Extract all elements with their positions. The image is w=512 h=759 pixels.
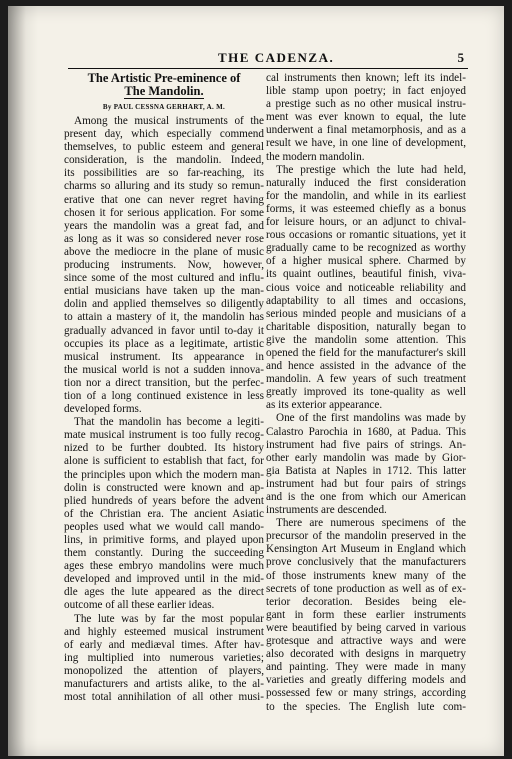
text-line: of those instruments knew many of the <box>266 569 466 582</box>
text-line: of early and mediæval times. After hav- <box>64 638 264 651</box>
text-line: That the mandolin has become a legiti- <box>74 416 264 429</box>
text-line: also decorated with designs in marquetry <box>266 648 466 661</box>
text-line: One of the first mandolins was made by <box>276 412 466 425</box>
text-line: ages these embryo mandolins were much <box>64 560 264 573</box>
text-line: since some of the most cultured and influ- <box>64 272 264 285</box>
text-line: serious minded people and musicians of a <box>266 307 466 320</box>
text-line: Kensington Art Museum in England which <box>266 543 466 556</box>
text-line: outcome of all these earlier ideas. <box>64 599 215 612</box>
text-line: possessed few or many strings, according <box>266 687 466 700</box>
text-line: lible stamp upon poetry; in fact enjoyed <box>266 85 466 98</box>
text-line: grotesque and attractive ways and were <box>266 635 466 648</box>
text-line: cal instruments then known; left its indel- <box>266 72 466 84</box>
text-line: There are numerous specimens of the <box>276 517 466 530</box>
text-line: for the mandolin, and while in its earliest <box>266 189 466 202</box>
text-line: and highly esteemed musical instrument <box>64 625 264 638</box>
text-line: dolin and applied themselves so diligently <box>64 298 264 311</box>
text-line: instrument had but four pairs of strings <box>266 477 466 490</box>
text-line: result we have, in one line of development, <box>266 137 466 150</box>
text-line: dle ages the lute appeared as the direct <box>64 586 264 599</box>
text-line: for leisure hours, or an adjunct to chival- <box>266 216 466 229</box>
text-line: opened the field for the manufacturer's skill <box>266 346 466 359</box>
text-line: dolin is constructed were known and ap- <box>64 481 264 494</box>
right-column <box>266 72 466 714</box>
text-line: ential musicians have taken up the man- <box>64 285 264 298</box>
text-line: The prestige which the lute had held, <box>276 163 466 176</box>
page-number: 5 <box>457 50 464 65</box>
running-head <box>68 50 468 69</box>
text-line: give the mandolin some attention. This <box>266 333 466 346</box>
text-line: monopolized the attention of players, <box>64 664 264 677</box>
text-line: mate musical instrument is too fully recog- <box>64 429 264 442</box>
text-line: themselves, to public esteem and general <box>64 141 264 154</box>
text-line: consideration, is the mandolin. Indeed, <box>64 154 264 167</box>
text-line: charms so alluring and its study so remun- <box>64 180 264 193</box>
text-line: as its exterior appearance. <box>266 399 383 412</box>
text-line: were beautified by being carved in various <box>266 621 466 634</box>
journal-title: THE CADENZA. <box>218 50 335 65</box>
text-line: rous occasions or romantic situations, yet it <box>266 229 466 242</box>
text-line: and is the one from which our American <box>266 491 466 503</box>
text-line: the musical world is not a sudden innova- <box>64 363 264 376</box>
text-line: musical instrument. Its appearance in <box>64 350 264 363</box>
text-line: years the mandolin was a great fad, and <box>64 219 264 232</box>
text-line: occupies its place as a legitimate, artistic <box>64 337 264 350</box>
text-line: ing multiplied into numerous varieties; <box>64 651 264 664</box>
article-byline: By PAUL CESSNA GERHART, A. M. <box>102 103 226 111</box>
book-page <box>8 6 504 756</box>
text-line: peoples used what we would call mando- <box>64 520 264 533</box>
text-line: naturally induced the first consideration <box>266 176 466 189</box>
text-line: the principles upon which the modern man- <box>64 468 264 481</box>
text-line: ment was ever known to equal, the lute <box>266 111 466 124</box>
text-line: cious voice and noticeable reliability and <box>266 281 466 294</box>
text-line: other early mandolin was made by Gior- <box>266 451 466 464</box>
text-line: precursor of the mandolin preserved in the <box>266 530 466 543</box>
text-line: secrets of tone production as well as of ex- <box>266 582 466 595</box>
text-line: prove conclusively that the manufacturers <box>266 556 466 569</box>
text-line: underwent a final metamorphosis, and as a <box>266 124 466 137</box>
text-line: manufacturers and artists alike, to the al- <box>64 678 264 691</box>
text-line: gant in form these earlier instruments <box>266 608 466 621</box>
text-line: of a higher musical sphere. Charmed by <box>266 255 466 268</box>
text-line: to the species. The English lute com- <box>266 700 466 713</box>
text-line: developed and improved until in the mid- <box>64 573 264 586</box>
text-line: and painting. They were made in many <box>266 661 466 674</box>
text-line: instruments are descended. <box>266 504 387 517</box>
text-line: most total annihilation of all other musi- <box>64 691 264 704</box>
text-line: greatly improved its tone-quality as well <box>266 386 466 399</box>
text-line: adaptability to all times and occasions, <box>266 294 466 307</box>
text-line: nized to be further doubted. Its history <box>64 442 264 455</box>
text-line: Among the musical instruments of the <box>74 115 264 127</box>
text-line: lins, in primitive forms, and played upon <box>64 534 264 546</box>
article-title-line-2: The Mandolin. <box>124 84 204 98</box>
left-column <box>64 72 264 704</box>
text-line: producing instruments. Now, however, <box>64 259 264 272</box>
text-line: varieties and greatly differing models and <box>266 674 466 687</box>
text-line: instrument had five pairs of strings. An- <box>266 438 466 451</box>
text-line: gradually advanced in favor until to-day it <box>64 324 264 337</box>
text-line: forms, it was esteemed chiefly as a bonus <box>266 202 466 215</box>
text-line: charitable disposition, naturally began to <box>266 320 466 333</box>
text-line: tion nor a direct transition, but the perfec- <box>64 376 264 389</box>
text-line: alone is sufficient to establish that fact, for <box>64 455 264 468</box>
text-line: plied hundreds of years before the advent <box>64 494 264 507</box>
text-line: the modern mandolin. <box>266 150 365 163</box>
text-line: mandolin. A few years of such treatment <box>266 373 466 386</box>
text-line: above the mediocre in the plane of music <box>64 245 264 258</box>
text-line: Calastro Parochia in 1680, at Padua. This <box>266 425 466 438</box>
article-title-line-1: The Artistic Pre-eminence of <box>87 71 241 85</box>
page-binding-shadow <box>8 6 38 756</box>
text-line: to attain a mastery of it, the mandolin has <box>64 311 264 324</box>
text-line: erative that one can never regret having <box>64 193 264 206</box>
text-line: its quaint outlines, beautiful finish, viva- <box>266 268 466 281</box>
text-line: gradually came to be recognized as worthy <box>266 242 466 255</box>
text-line: and hence assisted in the advance of the <box>266 360 466 373</box>
text-line: chosen it for serious application. For some <box>64 206 264 219</box>
text-line: tion of a long continued existence in less <box>64 389 264 402</box>
article-title <box>64 72 264 99</box>
text-line: developed forms. <box>64 403 142 416</box>
text-line: present day, which especially commend <box>64 128 264 141</box>
text-line: them constantly. During the succeeding <box>64 547 264 560</box>
text-line: its possibilities are so far-reaching, its <box>64 167 264 180</box>
text-line: of the Christian era. The ancient Asiatic <box>64 507 264 520</box>
text-line: gia Batista at Naples in 1712. This latter <box>266 464 466 477</box>
text-line: a prestige such as no other musical instru- <box>266 98 466 111</box>
text-line: as long as it was so considered never rose <box>64 232 264 245</box>
text-line: terior decoration. Besides being ele- <box>266 595 466 608</box>
text-line: The lute was by far the most popular <box>74 612 264 625</box>
